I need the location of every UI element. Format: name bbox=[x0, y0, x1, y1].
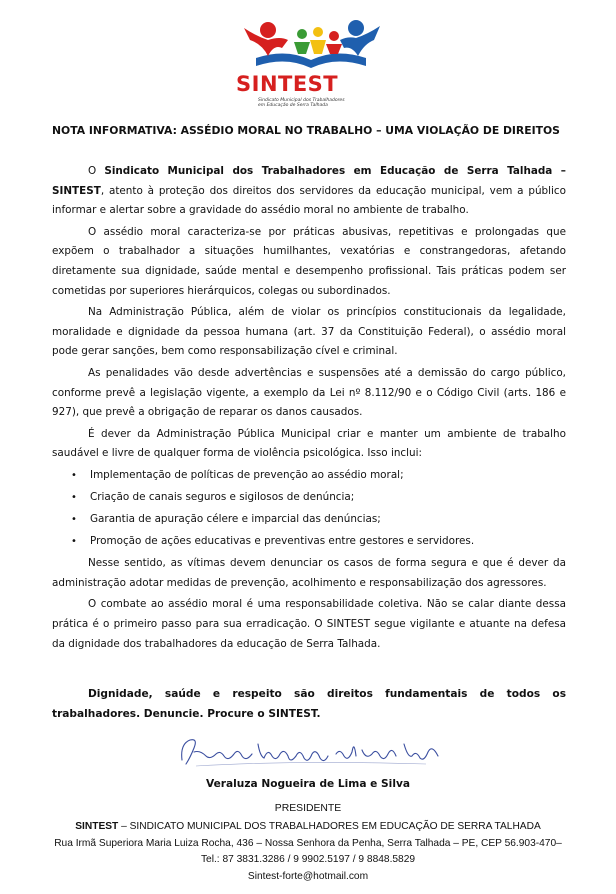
paragraph-reporting: Nesse sentido, as vítimas devem denunciar os casos de forma segura e que é dever da administração adotar medidas de prevenção, acolhimento e responsabilização dos agressores. bbox=[52, 557, 566, 589]
paragraph-duty: É dever da Administração Pública Municipal criar e manter um ambiente de trabalho saudável e livre de qualquer forma de violência psicológica. Isso inclui: bbox=[52, 427, 566, 460]
bullet-icon: • bbox=[71, 514, 77, 526]
measures-list bbox=[52, 466, 566, 552]
footer-org-acronym: SINTEST bbox=[75, 821, 119, 832]
list-item-text: Garantia de apuração célere e imparcial das denúncias; bbox=[90, 513, 381, 526]
list-item bbox=[71, 532, 566, 552]
document-body bbox=[52, 162, 566, 656]
list-item bbox=[71, 510, 566, 530]
list-item bbox=[71, 488, 566, 508]
intro-rest: , atento à proteção dos direitos dos servidores da educação municipal, vem a público informar e alertar sobre a gravidade do assédio moral no ambiente de trabalho. bbox=[52, 184, 566, 217]
logo-subtitle-line2: em Educação de Serra Talhada bbox=[258, 103, 328, 108]
intro-lead: O bbox=[88, 165, 105, 177]
sintest-logo bbox=[236, 14, 386, 110]
logo-name: SINTEST bbox=[236, 72, 339, 96]
bullet-icon: • bbox=[71, 536, 77, 548]
footer-org bbox=[0, 819, 616, 836]
logo-subtitle-line1: Sindicato Municipal dos Trabalhadores bbox=[258, 98, 345, 103]
paragraph-intro bbox=[52, 162, 566, 221]
list-item-text: Implementação de políticas de prevenção ao assédio moral; bbox=[90, 468, 404, 481]
footer bbox=[0, 819, 616, 885]
logo-subtitle bbox=[258, 98, 348, 108]
footer-email: Sintest-forte@hotmail.com bbox=[247, 870, 369, 882]
closing-statement: Dignidade, saúde e respeito são direitos fundamentais de todos os trabalhadores. Denuncie. Procure o SINTEST. bbox=[52, 688, 566, 720]
paragraph-definition: O assédio moral caracteriza-se por práticas abusivas, repetitivas e prolongadas que expõem o trabalhador a situações humilhantes, vexatórias e constrangedoras, afetando diretamente sua dignidade, saúde mental e desempenho profissional. Tais práticas podem ser cometidas por superiores hierárquicos, colegas ou subordinados. bbox=[52, 225, 566, 297]
signer-name: Veraluza Nogueira de Lima e Silva bbox=[205, 778, 411, 790]
list-item-text: Promoção de ações educativas e preventivas entre gestores e servidores. bbox=[90, 535, 475, 548]
footer-address: Rua Irmã Superiora Maria Luiza Rocha, 436 – Nossa Senhora da Penha, Serra Talhada – PE, CEP 56.903-470– bbox=[54, 837, 562, 849]
page-title: NOTA INFORMATIVA: ASSÉDIO MORAL NO TRABALHO – UMA VIOLAÇÃO DE DIREITOS bbox=[52, 124, 560, 137]
footer-phones: Tel.: 87 3831.3286 / 9 9902.5197 / 9 8848.5829 bbox=[200, 854, 416, 865]
paragraph-public-admin: Na Administração Pública, além de violar os princípios constitucionais da legalidade, moralidade e dignidade da pessoa humana (art. 37 da Constituição Federal), o assédio moral pode gerar sanções, bem como responsabilização cível e criminal. bbox=[52, 306, 566, 358]
bullet-icon: • bbox=[71, 469, 77, 481]
sintest-figures-icon bbox=[236, 14, 386, 74]
list-item-text: Criação de canais seguros e sigilosos de denúncia; bbox=[90, 491, 355, 503]
footer-org-name: – SINDICATO MUNICIPAL DOS TRABALHADORES EM EDUCAÇÃO DE SERRA TALHADA bbox=[118, 821, 541, 832]
signer-role: PRESIDENTE bbox=[274, 803, 342, 814]
paragraph-collective: O combate ao assédio moral é uma responsabilidade coletiva. Não se calar diante dessa prática é o primeiro passo para sua erradicação. O SINTEST segue vigilante e atuante na defesa da dignidade dos trabalhadores da educação de Serra Talhada. bbox=[52, 598, 566, 650]
union-name: Sindicato Municipal dos Trabalhadores em Educação de Serra Talhada – SINTEST bbox=[52, 165, 566, 197]
paragraph-penalties: As penalidades vão desde advertências e suspensões até a demissão do cargo público, conforme prevê a legislação vigente, a exemplo da Lei nº 8.112/90 e o Código Civil (arts. 186 e 927), que prevê a obrigação de reparar os danos causados. bbox=[52, 366, 566, 419]
handwritten-signature bbox=[176, 730, 446, 774]
bullet-icon: • bbox=[71, 492, 77, 503]
list-item bbox=[71, 466, 566, 486]
